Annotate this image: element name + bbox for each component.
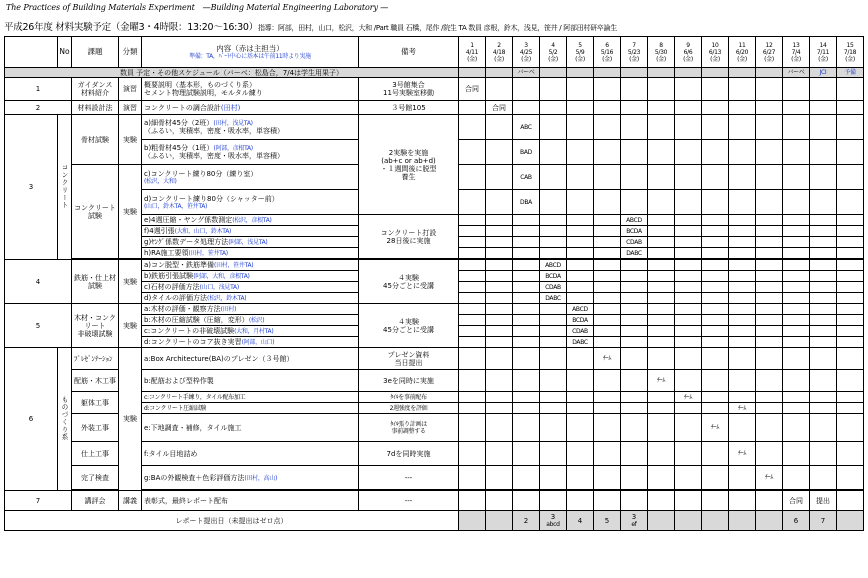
steel-d: d)タイルの評価方法(松沢，鈴木TA) [142, 293, 359, 304]
report-wk5: 4 [567, 511, 594, 531]
kutai-remarks-d: 2週強度を評価 [359, 403, 459, 414]
report-wk3: 2 [513, 511, 540, 531]
row-report [5, 511, 864, 531]
report-wk6: 5 [594, 511, 621, 531]
review-remarks: --- [359, 491, 459, 511]
week-8-header: 8 5/30 (金) [648, 37, 675, 68]
g3-d-code: DBA [513, 190, 540, 215]
steel-topic: 鉄筋・仕上材 試験 [72, 260, 119, 304]
row-2-wk2: 合同 [486, 101, 513, 115]
kanryo-content: g:BAの外観検査＋色彩評価方法(田村，高山) [142, 466, 359, 490]
concrete-remarks: コンクリート打設 28日後に実施 [359, 215, 459, 259]
kutai-team-d: ﾁｰﾑ [729, 403, 756, 414]
row-1-wk1: 合同 [459, 78, 486, 101]
gaisou-remarks: ﾀｲﾙ張り計画は 事前調整する [359, 414, 459, 442]
week-14-header: 14 7/11 (金) [810, 37, 837, 68]
row-mix-design [5, 101, 864, 115]
review-wk13: 合同 [783, 491, 810, 511]
week-9-header: 9 6/6 (金) [675, 37, 702, 68]
staff-list: 指導：阿部，田村，山口，松沢，大和 /Part 職員 石橋，尾作 /院生 TA 数員 彦根，鈴木，浅見，笹井 / 阿部田村研卒論生 [257, 24, 617, 32]
content-header [142, 37, 359, 68]
topic-header: 課題 [72, 37, 119, 68]
row-2-content: コンクリートの調合設計(田村) [142, 101, 359, 115]
row-2-remarks: ３号館105 [359, 101, 459, 115]
g3-b-code: BAD [513, 140, 540, 165]
row-4-no: 4 [5, 260, 72, 304]
row-2-type: 演習 [119, 101, 142, 115]
wood-code-d: DABC [567, 337, 594, 348]
row-2-no: 2 [5, 101, 72, 115]
presentation-remarks: プレゼン資料 当日提出 [359, 348, 459, 370]
row-6-side: ものづくり系 [58, 348, 72, 491]
steel-type: 実験 [119, 260, 142, 304]
shiage-remarks: 7dを同時実施 [359, 442, 459, 466]
bbq-wk3: バーベ [513, 68, 540, 78]
row-review [5, 491, 864, 511]
row-aggregate-a [5, 115, 864, 140]
haigo-team: ﾁｰﾑ [648, 370, 675, 392]
concrete-h: h)RA施工要領(田村，笹井TA) [142, 248, 359, 259]
steel-code-d: DABC [540, 293, 567, 304]
no-header: No [58, 37, 72, 68]
haigo-topic: 配筋・木工事 [72, 370, 119, 392]
week-2-header: 2 4/18 (金) [486, 37, 513, 68]
kutai-remarks-c: ﾀｲﾙを事前配布 [359, 392, 459, 403]
wood-type: 実験 [119, 304, 142, 348]
wood-topic: 木材・コンクリート 非破壊試験 [72, 304, 119, 348]
g7-e-code: ABCD [621, 215, 648, 226]
aggregate-remarks: 2実験を実施 (ab+c or ab+d) ・１週間後に脱型 養生 [359, 115, 459, 215]
shiage-content: f:タイル目地詰め [142, 442, 359, 466]
row-7-no: 7 [5, 491, 72, 511]
aggregate-topic: 骨材試験 [72, 115, 119, 165]
row-presentation [5, 348, 864, 370]
report-wk13: 6 [783, 511, 810, 531]
week-12-header: 12 6/27 (金) [756, 37, 783, 68]
concrete-c: c)コンクリート練り80分（練り室） (松沢，大和) [142, 165, 359, 190]
bbq-wk13: バーベ [783, 68, 810, 78]
concrete-g: g)ﾔﾝｸﾞ係数データ処理方法(阿部，浅見TA) [142, 237, 359, 248]
kutai-topic: 躯体工事 [72, 392, 119, 414]
presentation-team: ﾁｰﾑ [594, 348, 621, 370]
g7-h-code: DABC [621, 248, 648, 259]
kanryo-team: ﾁｰﾑ [756, 466, 783, 490]
kutai-team-c: ﾁｰﾑ [675, 392, 702, 403]
kanryo-topic: 完了検査 [72, 466, 119, 490]
schedule-table [4, 36, 864, 531]
type-header: 分類 [119, 37, 142, 68]
week-4-header: 4 5/2 (金) [540, 37, 567, 68]
wood-code-b: BCDA [567, 315, 594, 326]
shiage-team: ﾁｰﾑ [729, 442, 756, 466]
presentation-content: a:Box Architecture(BA)のプレゼン（３号館） [142, 348, 359, 370]
concrete-type: 実験 [119, 165, 142, 259]
wood-b: b:木材の圧縮試験（圧縮，変形）(松沢) [142, 315, 359, 326]
report-wk7: 3 ef [621, 511, 648, 531]
jci-wk14: JCI [810, 68, 837, 78]
steel-c: c)石材の評価方法(山口，浅見TA) [142, 282, 359, 293]
review-type: 講義 [119, 491, 142, 511]
week-1-header: 1 4/11 (金) [459, 37, 486, 68]
wood-code-a: ABCD [567, 304, 594, 315]
concrete-e: e)4週圧縮・ヤング係数測定(松沢，彦根TA) [142, 215, 359, 226]
kanryo-remarks: --- [359, 466, 459, 490]
week-15-header: 15 7/18 (金) [837, 37, 864, 68]
row-1-topic: ガイダンス 材料紹介 [72, 78, 119, 101]
row-1-remarks: 3号館集合 11号実験室移動 [359, 78, 459, 101]
row-steel-a [5, 260, 864, 271]
title-english: The Practices of Building Materials Experiment —Building Material Engineering Laboratory — [6, 3, 389, 12]
content-header-note: 準備：TA，ﾊﾟｰﾄ中心に基本は午前11時より実施 [189, 52, 311, 60]
wood-a: a:木材の評価・観察方法(田村) [142, 304, 359, 315]
aggregate-type: 実験 [119, 115, 142, 165]
content-header-title: 内容（赤は主担当） [216, 43, 284, 53]
review-topic: 講評会 [72, 491, 119, 511]
monozukuri-type: 実験 [119, 348, 142, 491]
row-6-no: 6 [5, 348, 58, 491]
week-11-header: 11 6/20 (金) [729, 37, 756, 68]
row-5-no: 5 [5, 304, 72, 348]
other-schedule-label: 数員 予定・その他スケジュール（バーベ：松島合，7/4は学生用果子） [5, 68, 459, 78]
gaisou-topic: 外装工事 [72, 414, 119, 442]
gaisou-team: ﾁｰﾑ [702, 414, 729, 442]
row-wood-a [5, 304, 864, 315]
week-5-header: 5 5/9 (金) [567, 37, 594, 68]
presentation-topic: ﾌﾟﾚｾﾞﾝﾃｰｼｮﾝ [72, 348, 119, 370]
row-1-no: 1 [5, 78, 72, 101]
shiage-topic: 仕上工事 [72, 442, 119, 466]
g3-c-code: CAB [513, 165, 540, 190]
remarks-header: 備考 [359, 37, 459, 68]
title-japanese: 平成26年度 材料実験予定（金曜3・4時限：13:20〜16:30） [4, 22, 258, 33]
concrete-f: f)4週引張(大和，山口，鈴木TA) [142, 226, 359, 237]
row-1-content: 概要説明（基本形，ものづくり系） セメント物理試験説明，モルタル練り [142, 78, 359, 101]
week-3-header: 3 4/25 (金) [513, 37, 540, 68]
week-7-header: 7 5/23 (金) [621, 37, 648, 68]
wood-code-c: CDAB [567, 326, 594, 337]
aggregate-b: b)粗骨材45分（1班）(阿部，彦根TA) （ふるい，実積率，密度・吸水率，単容積） [142, 140, 359, 165]
kutai-d: d:コンクリート圧縮試験 [142, 403, 359, 414]
week-6-header: 6 5/16 (金) [594, 37, 621, 68]
gaisou-content: e:下地調査・補修，タイル施工 [142, 414, 359, 442]
wood-remarks: ４実験 45分ごとに受講 [359, 304, 459, 348]
report-label: レポート提出日（未提出はゼロ点） [5, 511, 459, 531]
wood-c: c:コンクリートの非破壊試験(大和，月村TA) [142, 326, 359, 337]
blank-header [5, 37, 58, 68]
week-10-header: 10 6/13 (金) [702, 37, 729, 68]
concrete-topic: コンクリート 試験 [72, 165, 119, 259]
header-row [5, 37, 864, 68]
row-guidance [5, 78, 864, 101]
review-wk14: 提出 [810, 491, 837, 511]
review-content: 表彰式，最終レポート配布 [142, 491, 359, 511]
wood-d: d:コンクリートのコア抜き実習(阿部，山口) [142, 337, 359, 348]
haigo-remarks: 3eを同時に実施 [359, 370, 459, 392]
steel-code-a: ABCD [540, 260, 567, 271]
kutai-c: c:コンクリート手練り，タイル配布加工 [142, 392, 359, 403]
steel-code-c: CDAB [540, 282, 567, 293]
row-2-topic: 材料設計法 [72, 101, 119, 115]
g3-a-code: ABC [513, 115, 540, 140]
other-schedule-row [5, 68, 864, 78]
row-3-no: 3 [5, 115, 58, 260]
report-wk4: 3 abcd [540, 511, 567, 531]
reserve-wk15: 予備 [837, 68, 864, 78]
steel-a: a)コン脱型・鉄筋準備(田村，笹井TA) [142, 260, 359, 271]
report-wk14: 7 [810, 511, 837, 531]
g7-g-code: CDAB [621, 237, 648, 248]
g7-f-code: BCDA [621, 226, 648, 237]
steel-code-b: BCDA [540, 271, 567, 282]
steel-b: b)鉄筋引張試験(阿部，大和，彦根TA) [142, 271, 359, 282]
row-1-type: 演習 [119, 78, 142, 101]
concrete-d: d)コンクリート練り80分（シャッター前） (山口，鈴木TA，笹井TA) [142, 190, 359, 215]
haigo-content: b:配筋および型枠作製 [142, 370, 359, 392]
week-13-header: 13 7/4 (金) [783, 37, 810, 68]
title-line [4, 19, 617, 33]
row-3-side: コンクリート [58, 115, 72, 260]
aggregate-a: a)細骨材45分（2班）(田村，浅見TA) （ふるい，実積率，密度・吸水率，単容積） [142, 115, 359, 140]
steel-remarks: ４実験 45分ごとに受講 [359, 260, 459, 304]
